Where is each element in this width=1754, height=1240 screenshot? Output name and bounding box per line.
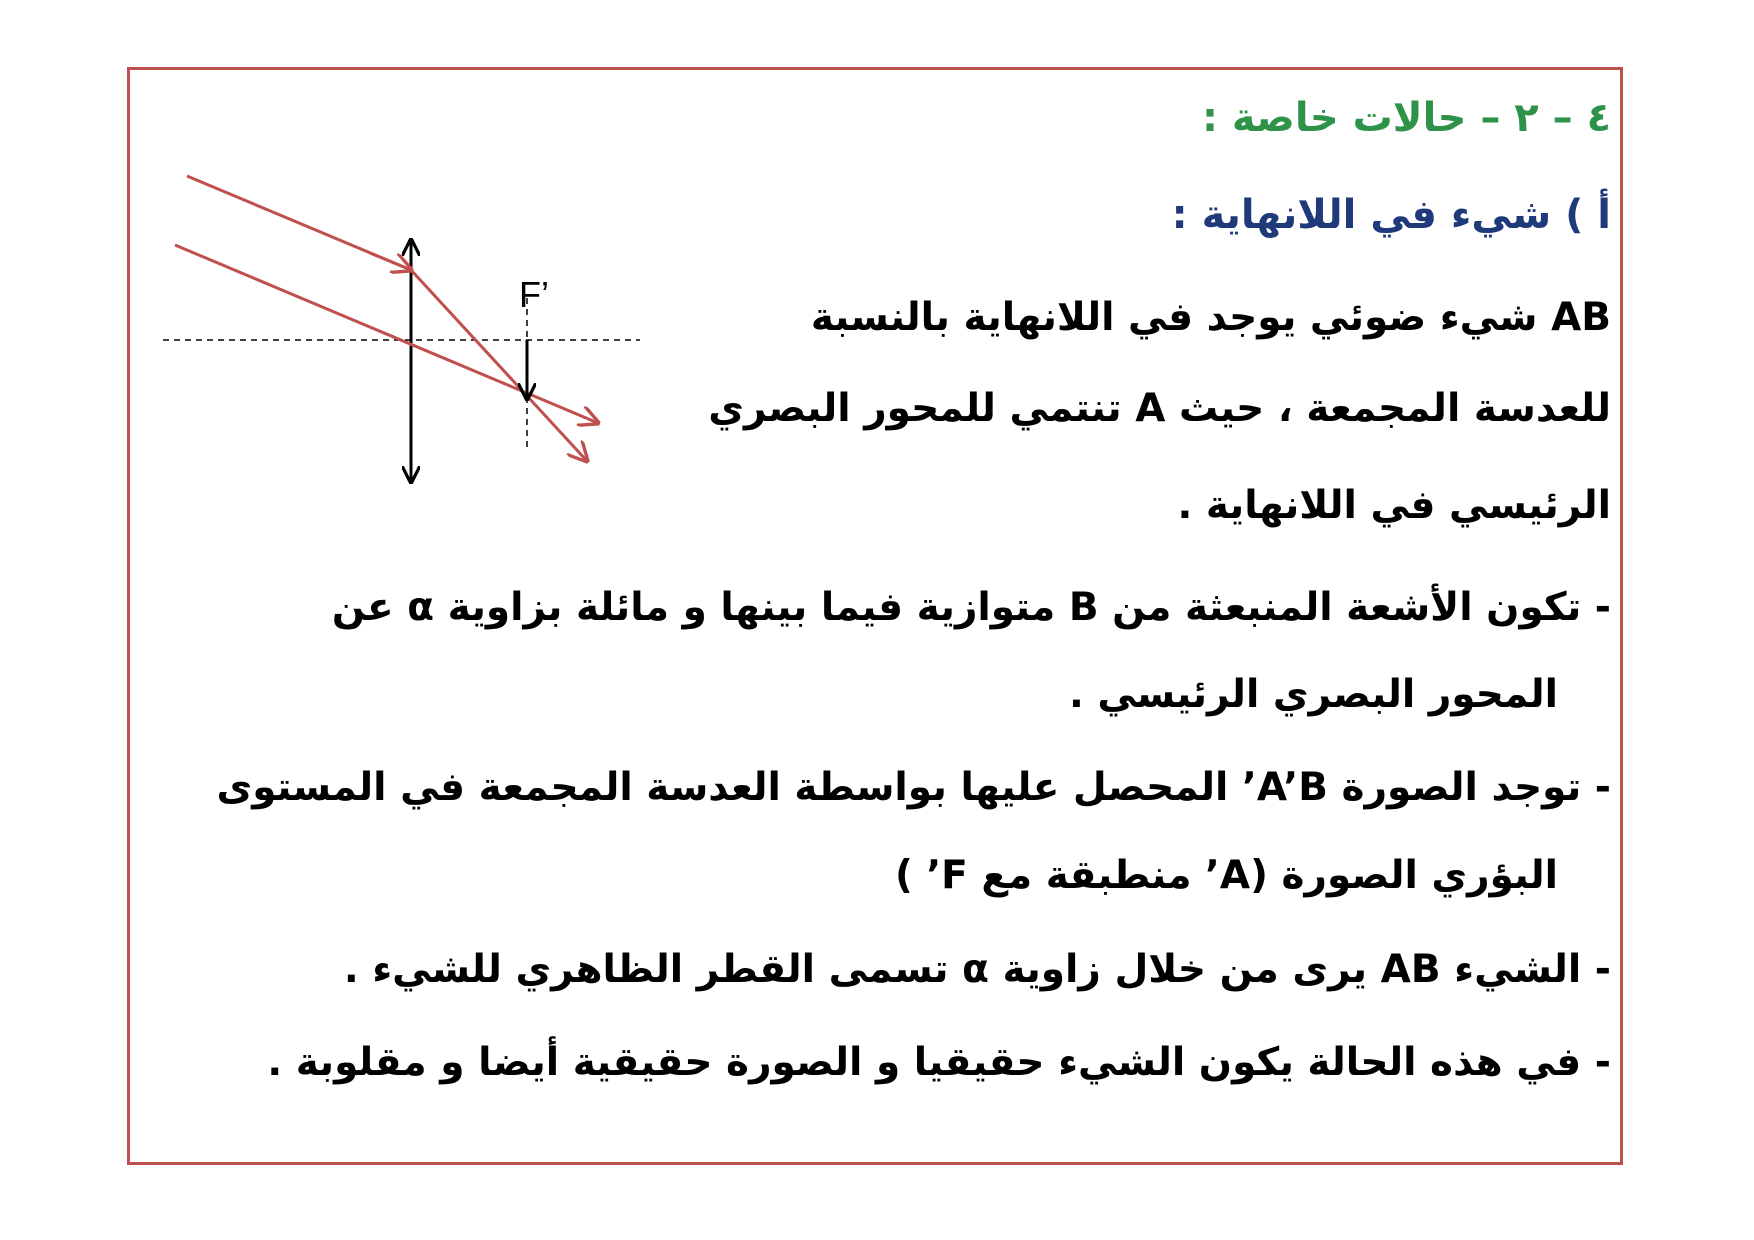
paragraph-line-2: للعدسة المجمعة ، حيث A تنتمي للمحور البصري xyxy=(708,386,1611,431)
bullet-2-line-1: - توجد الصورة A’B’ المحصل عليها بواسطة العدسة المجمعة في المستوى xyxy=(216,765,1611,810)
focal-point-label: F’ xyxy=(519,274,549,315)
bullet-3: - الشيء AB يرى من خلال زاوية α تسمى القطر الظاهري للشيء . xyxy=(343,947,1611,992)
case-subheading: أ ) شيء في اللانهاية : xyxy=(1171,192,1611,238)
bullet-4: - في هذه الحالة يكون الشيء حقيقيا و الصورة حقيقية أيضا و مقلوبة . xyxy=(267,1040,1611,1085)
section-heading: ٤ – ٢ – حالات خاصة : xyxy=(1202,95,1611,141)
bullet-1-line-1: - تكون الأشعة المنبعثة من B متوازية فيما بينها و مائلة بزاوية α عن xyxy=(331,585,1611,630)
incident-ray-1-arrow xyxy=(370,253,411,270)
refracted-ray-1 xyxy=(411,270,587,461)
paragraph-line-1: AB شيء ضوئي يوجد في اللانهاية بالنسبة xyxy=(810,295,1611,340)
bullet-1-line-2: المحور البصري الرئيسي . xyxy=(1068,672,1558,717)
paragraph-line-3: الرئيسي في اللانهاية . xyxy=(1177,483,1611,528)
ray-through-center xyxy=(175,245,598,423)
bullet-2-line-2: البؤري الصورة (A’ منطبقة مع F’ ) xyxy=(894,853,1558,898)
